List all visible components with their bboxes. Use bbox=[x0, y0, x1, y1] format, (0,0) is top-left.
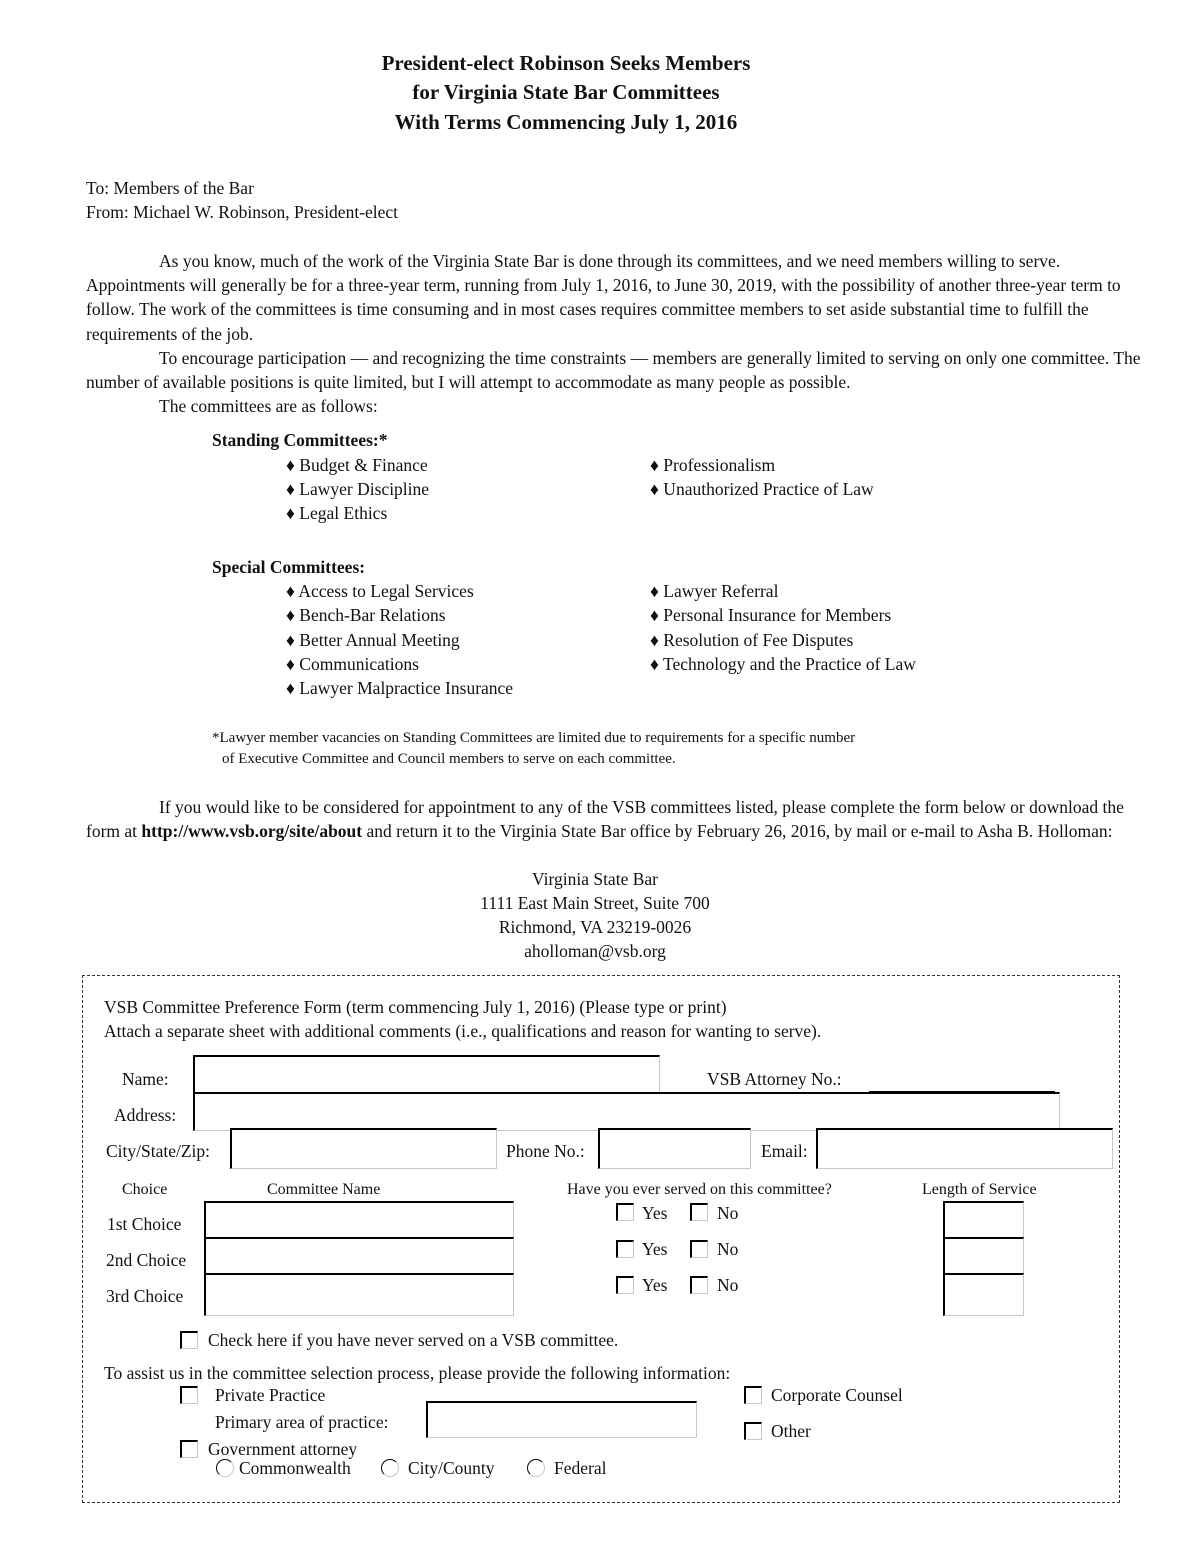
special-item: ♦ Communications bbox=[286, 654, 419, 674]
committee-column-header: Committee Name bbox=[267, 1181, 381, 1198]
footnote-line-2: of Executive Committee and Council members to serve on each committee. bbox=[222, 751, 676, 767]
served-no-3-checkbox[interactable] bbox=[690, 1276, 708, 1294]
attorney-number-label: VSB Attorney No.: bbox=[707, 1069, 842, 1089]
committee-choice-2-field[interactable] bbox=[204, 1237, 514, 1274]
instructions bbox=[86, 795, 1156, 843]
address-org: Virginia State Bar bbox=[532, 869, 658, 889]
served-yes-3-checkbox[interactable] bbox=[616, 1276, 634, 1294]
federal-label: Federal bbox=[554, 1458, 607, 1478]
name-field[interactable] bbox=[193, 1055, 660, 1094]
choice-label-1: 1st Choice bbox=[107, 1214, 182, 1234]
federal-radio[interactable] bbox=[527, 1459, 545, 1477]
special-item: ♦ Bench-Bar Relations bbox=[286, 605, 446, 625]
served-yes-1-checkbox[interactable] bbox=[616, 1203, 634, 1221]
phone-field[interactable] bbox=[598, 1128, 751, 1169]
standing-item: ♦ Legal Ethics bbox=[286, 503, 388, 523]
special-item: ♦ Resolution of Fee Disputes bbox=[650, 630, 854, 650]
length-of-service-1-field[interactable] bbox=[943, 1201, 1024, 1238]
commonwealth-label: Commonwealth bbox=[239, 1458, 351, 1478]
memo-from: From: Michael W. Robinson, President-elect bbox=[86, 202, 399, 222]
served-column-header: Have you ever served on this committee? bbox=[567, 1181, 832, 1198]
email-field[interactable] bbox=[816, 1128, 1113, 1169]
standing-item: ♦ Unauthorized Practice of Law bbox=[650, 479, 874, 499]
corporate-counsel-label: Corporate Counsel bbox=[771, 1385, 903, 1405]
download-link[interactable]: http://www.vsb.org/site/about bbox=[141, 821, 363, 842]
paragraph-1: As you know, much of the work of the Virginia State Bar is done through its committees, and we need members willing to serve. Appointments will generally be for a three-year term, running from July 1, 2016, to June 30, 2019, with the possibility of another three-year term to follow. The work of the committees is time consuming and in most cases requires committee members to set aside substantial time to fulfill the requirements of the job. bbox=[86, 251, 1121, 344]
length-of-service-2-field[interactable] bbox=[943, 1237, 1024, 1274]
committee-choice-1-field[interactable] bbox=[204, 1201, 514, 1238]
special-item: ♦ Lawyer Malpractice Insurance bbox=[286, 678, 514, 698]
length-column-header: Length of Service bbox=[922, 1181, 1037, 1198]
government-attorney-checkbox[interactable] bbox=[180, 1440, 198, 1458]
paragraph-2: To encourage participation — and recognizing the time constraints — members are generally limited to serving on only one committee. The number of available positions is quite limited, but I will attempt to accommodate as many people as possible. bbox=[86, 347, 1141, 393]
form-title: VSB Committee Preference Form (term commencing July 1, 2016) (Please type or print) bbox=[104, 997, 727, 1017]
choice-column-header: Choice bbox=[122, 1181, 168, 1198]
private-practice-checkbox[interactable] bbox=[180, 1386, 198, 1404]
served-no-2-checkbox[interactable] bbox=[690, 1240, 708, 1258]
special-item: ♦ Lawyer Referral bbox=[650, 581, 779, 601]
instructions-text: If you would like to be considered for appointment to any of the VSB committees listed, please complete the form below or download the form at bbox=[86, 797, 1124, 842]
body-text bbox=[86, 249, 1156, 418]
never-served-checkbox[interactable] bbox=[180, 1331, 198, 1349]
standing-item: ♦ Professionalism bbox=[650, 455, 776, 475]
choice-label-2: 2nd Choice bbox=[106, 1250, 187, 1270]
phone-label: Phone No.: bbox=[506, 1141, 585, 1161]
address-field[interactable] bbox=[193, 1092, 1060, 1131]
form-subtitle: Attach a separate sheet with additional comments (i.e., qualifications and reason for wanting to serve). bbox=[104, 1021, 822, 1041]
special-item: ♦ Personal Insurance for Members bbox=[650, 605, 892, 625]
private-practice-label: Private Practice bbox=[215, 1385, 326, 1405]
city-county-radio[interactable] bbox=[381, 1459, 399, 1477]
special-heading: Special Committees: bbox=[212, 557, 366, 577]
city-state-zip-label: City/State/Zip: bbox=[106, 1141, 211, 1161]
no-label: No bbox=[717, 1275, 739, 1295]
no-label: No bbox=[717, 1239, 739, 1259]
city-state-zip-field[interactable] bbox=[230, 1128, 497, 1169]
instructions-text-end: and return it to the Virginia State Bar office by February 26, 2016, by mail or e-mail to Asha B. Holloman: bbox=[362, 821, 1113, 842]
yes-label: Yes bbox=[642, 1275, 668, 1295]
city-county-label: City/County bbox=[408, 1458, 495, 1478]
corporate-counsel-checkbox[interactable] bbox=[744, 1386, 762, 1404]
address-label: Address: bbox=[114, 1105, 177, 1125]
standing-item: ♦ Lawyer Discipline bbox=[286, 479, 430, 499]
choice-label-3: 3rd Choice bbox=[106, 1286, 184, 1306]
standing-item: ♦ Budget & Finance bbox=[286, 455, 428, 475]
special-item: ♦ Better Annual Meeting bbox=[286, 630, 460, 650]
other-checkbox[interactable] bbox=[744, 1422, 762, 1440]
committee-choice-3-field[interactable] bbox=[204, 1273, 514, 1316]
email-label: Email: bbox=[761, 1141, 808, 1161]
other-label: Other bbox=[771, 1421, 811, 1441]
length-of-service-3-field[interactable] bbox=[943, 1273, 1024, 1316]
address-street: 1111 East Main Street, Suite 700 bbox=[480, 893, 710, 913]
title-line-2: for Virginia State Bar Committees bbox=[412, 80, 720, 104]
primary-area-label: Primary area of practice: bbox=[215, 1412, 389, 1432]
special-item: ♦ Technology and the Practice of Law bbox=[650, 654, 916, 674]
footnote-line-1: *Lawyer member vacancies on Standing Committees are limited due to requirements for a specific number bbox=[212, 730, 856, 746]
special-item: ♦ Access to Legal Services bbox=[286, 581, 474, 601]
never-served-label: Check here if you have never served on a VSB committee. bbox=[208, 1330, 619, 1350]
primary-area-field[interactable] bbox=[426, 1401, 697, 1438]
standing-heading: Standing Committees:* bbox=[212, 430, 388, 450]
assist-text: To assist us in the committee selection process, please provide the following information: bbox=[104, 1363, 731, 1383]
yes-label: Yes bbox=[642, 1239, 668, 1259]
served-yes-2-checkbox[interactable] bbox=[616, 1240, 634, 1258]
title-line-3: With Terms Commencing July 1, 2016 bbox=[394, 110, 738, 134]
no-label: No bbox=[717, 1203, 739, 1223]
served-no-1-checkbox[interactable] bbox=[690, 1203, 708, 1221]
memo-to: To: Members of the Bar bbox=[86, 178, 254, 198]
address-email[interactable]: aholloman@vsb.org bbox=[524, 941, 666, 961]
government-attorney-label: Government attorney bbox=[208, 1439, 358, 1459]
paragraph-3: The committees are as follows: bbox=[159, 396, 378, 417]
title-line-1: President-elect Robinson Seeks Members bbox=[381, 51, 751, 75]
address-city: Richmond, VA 23219-0026 bbox=[498, 917, 692, 937]
name-label: Name: bbox=[122, 1069, 169, 1089]
yes-label: Yes bbox=[642, 1203, 668, 1223]
commonwealth-radio[interactable] bbox=[216, 1459, 234, 1477]
